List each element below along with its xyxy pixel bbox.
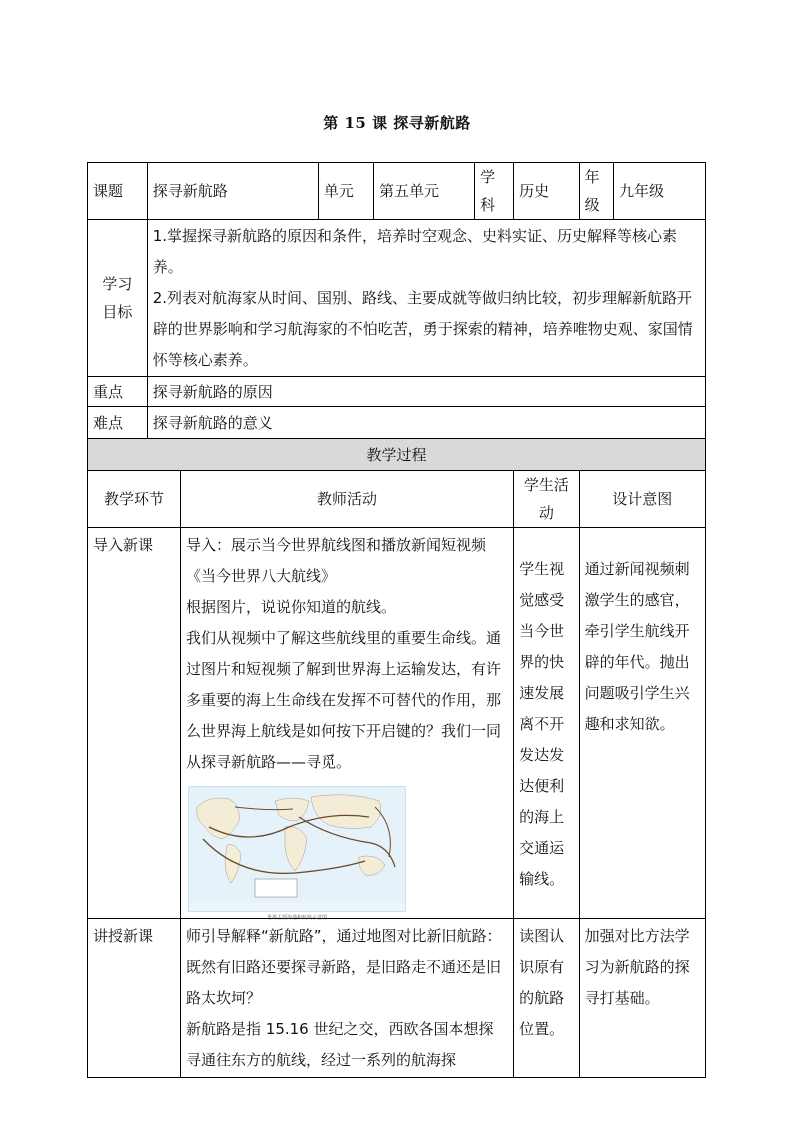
difficulty-label: 难点 [88, 407, 148, 439]
process-header: 教学过程 [88, 439, 706, 471]
teacher-paragraph: 我们从视频中了解这些航线里的重要生命线。通过图片和短视频了解到世界海上运输发达，有许多重要的海上生命线在发挥不可替代的作用，那么世界海上航线是如何按下开启键的？我们一同从探寻新航路——寻觅。 [186, 629, 502, 771]
difficulty-text: 探寻新航路的意义 [147, 407, 705, 439]
goals-row [88, 220, 706, 377]
topic-label: 课题 [88, 163, 148, 220]
column-header-row [88, 471, 706, 528]
topic-value: 探寻新航路 [147, 163, 318, 220]
teacher-paragraph: 师引导解释“新航路”，通过地图对比新旧航路：既然有旧路还要探寻新路，是旧路走不通还是旧路太坎坷？ [186, 927, 502, 1007]
goals-content [147, 220, 705, 377]
subject-label: 学科 [475, 163, 514, 220]
unit-label: 单元 [318, 163, 373, 220]
col-design: 设计意图 [579, 471, 705, 528]
lesson-row [88, 919, 706, 1078]
row-design: 加强对比方法学习为新航路的探寻打基础。 [579, 919, 705, 1078]
goals-label-line1: 学习 [102, 275, 133, 293]
row-teacher [181, 919, 514, 1078]
grade-label: 年级 [579, 163, 613, 220]
map-caption: 世界主要海港和航线示意图 [267, 915, 328, 921]
key-point-row [88, 377, 706, 407]
teacher-paragraph: 导入：展示当今世界航线图和播放新闻短视频《当今世界八大航线》 [186, 536, 487, 585]
goal-item-1: 1.掌握探寻新航路的原因和条件，培养时空观念、史料实证、历史解释等核心素养。 [152, 227, 678, 276]
lesson-row [88, 528, 706, 919]
teacher-paragraph: 根据图片，说说你知道的航线。 [186, 598, 397, 616]
goals-label [88, 220, 148, 377]
key-point-text: 探寻新航路的原因 [147, 377, 705, 407]
key-point-label: 重点 [88, 377, 148, 407]
info-row [88, 163, 706, 220]
row-design: 通过新闻视频刺激学生的感官，牵引学生航线开辟的年代。抛出问题吸引学生兴趣和求知欲。 [579, 528, 705, 919]
teacher-paragraph: 新航路是指 15.16 世纪之交，西欧各国本想探寻通往东方的航线，经过一系列的航海探 [186, 1020, 494, 1069]
row-stage: 讲授新课 [88, 919, 181, 1078]
col-teacher: 教师活动 [181, 471, 514, 528]
process-header-row [88, 439, 706, 471]
goals-label-line2: 目标 [102, 303, 133, 321]
row-teacher [181, 528, 514, 919]
lesson-plan-table [87, 162, 706, 1078]
world-shipping-routes-map [188, 786, 406, 921]
difficulty-row [88, 407, 706, 439]
goal-item-2: 2.列表对航海家从时间、国别、路线、主要成就等做归纳比较，初步理解新航路开辟的世界影响和学习航海家的不怕吃苦，勇于探索的精神，培养唯物史观、家国情怀等核心素养。 [152, 289, 693, 369]
col-stage: 教学环节 [88, 471, 181, 528]
subject-value: 历史 [514, 163, 579, 220]
grade-value: 九年级 [614, 163, 706, 220]
row-stage: 导入新课 [88, 528, 181, 919]
unit-value: 第五单元 [373, 163, 474, 220]
row-student: 学生视觉感受当今世界的快速发展离不开发达发达便利的海上交通运输线。 [514, 528, 579, 919]
document-title: 第 15 课 探寻新航路 [323, 114, 471, 132]
col-student: 学生活动 [514, 471, 579, 528]
row-student: 读图认识原有的航路位置。 [514, 919, 579, 1078]
map-graphic [189, 787, 405, 903]
